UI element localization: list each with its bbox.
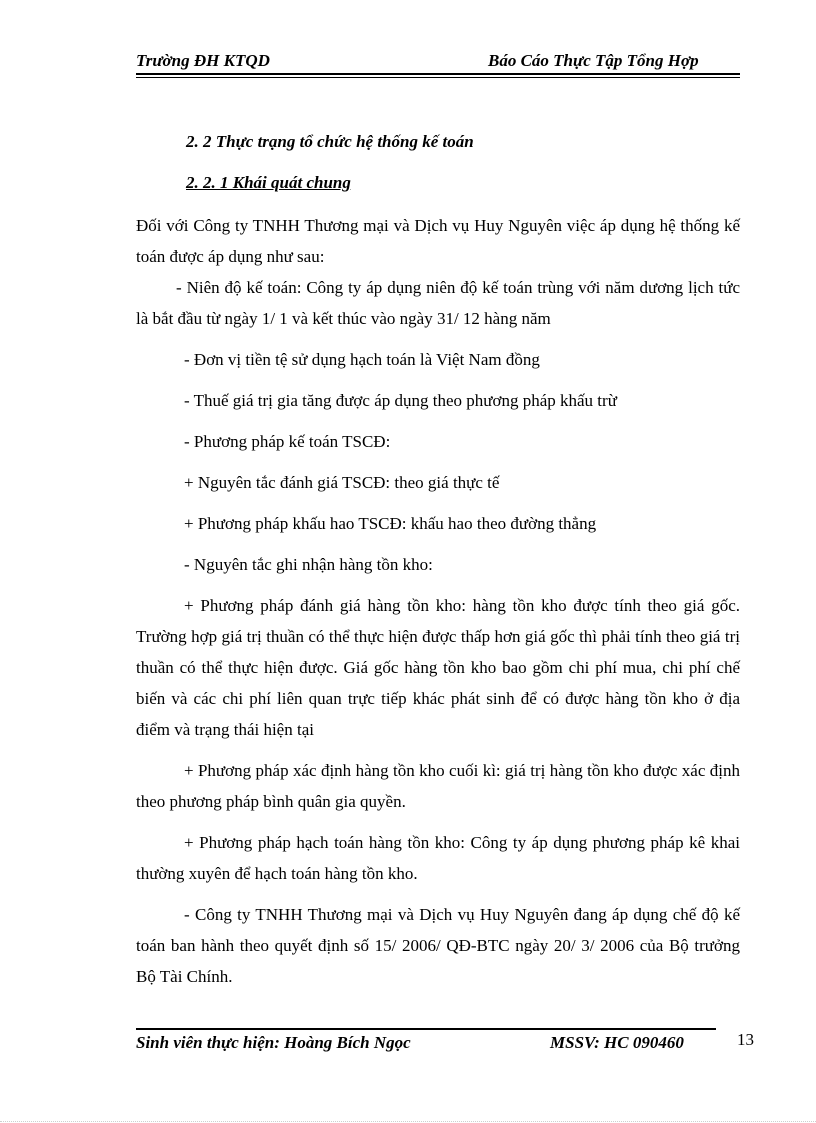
paragraph-inventory-valuation: + Phương pháp đánh giá hàng tồn kho: hàng tồn kho được tính theo giá gốc. Trường hợp giá trị thuần có thể thực hiện được thấp hơn giá gốc thì phải tính theo giá trị thuần có thể thực hiện được. Giá gốc hàng tồn kho bao gồm chi phí mua, chi phí chế biến và các chi phí liên quan trực tiếp khác phát sinh để có được hàng tồn kho ở địa điểm và trạng thái hiện tại: [136, 596, 740, 739]
paragraph-intro: Đối với Công ty TNHH Thương mại và Dịch vụ Huy Nguyên việc áp dụng hệ thống kế toán được áp dụng như sau:: [136, 216, 740, 266]
paragraph-vat: - Thuế giá trị gia tăng được áp dụng theo phương pháp khấu trừ: [184, 391, 617, 410]
paragraph-fiscal-year: - Niên độ kế toán: Công ty áp dụng niên độ kế toán trùng với năm dương lịch tức là bắt đầu từ ngày 1/ 1 và kết thúc vào ngày 31/ 12 hàng năm: [136, 278, 740, 328]
paragraph-inventory-closing: + Phương pháp xác định hàng tồn kho cuối kì: giá trị hàng tồn kho được xác định theo phương pháp bình quân gia quyền.: [136, 761, 740, 811]
document-body: [136, 210, 740, 992]
page-footer: [136, 1033, 716, 1055]
paragraph-inventory-accounting: + Phương pháp hạch toán hàng tồn kho: Công ty áp dụng phương pháp kê khai thường xuyên để hạch toán hàng tồn kho.: [136, 833, 740, 883]
paragraph-inventory-principle: - Nguyên tắc ghi nhận hàng tồn kho:: [184, 555, 433, 574]
page-edge: [0, 1121, 816, 1122]
header-rule: [136, 73, 740, 75]
paragraph-accounting-regime: - Công ty TNHH Thương mại và Dịch vụ Huy Nguyên đang áp dụng chế độ kế toán ban hành theo quyết định số 15/ 2006/ QĐ-BTC ngày 20/ 3/ 2006 của Bộ trưởng Bộ Tài Chính.: [136, 905, 740, 986]
paragraph-fixed-asset-valuation: + Nguyên tắc đánh giá TSCĐ: theo giá thực tế: [184, 473, 500, 492]
header-report-title: Báo Cáo Thực Tập Tổng Hợp: [488, 51, 699, 70]
page-number: 13: [737, 1030, 754, 1049]
footer-student-id: MSSV: HC 090460: [550, 1033, 684, 1052]
paragraph-fixed-asset-method: - Phương pháp kế toán TSCĐ:: [184, 432, 391, 451]
footer-rule: [136, 1028, 716, 1030]
footer-student: Sinh viên thực hiện: Hoàng Bích Ngọc: [136, 1033, 411, 1052]
paragraph-currency: - Đơn vị tiền tệ sử dụng hạch toán là Việt Nam đồng: [184, 350, 540, 369]
paragraph-depreciation: + Phương pháp khấu hao TSCĐ: khấu hao theo đường thẳng: [184, 514, 597, 533]
header-school: Trường ĐH KTQD: [136, 51, 270, 70]
section-subheading: 2. 2. 1 Khái quát chung: [186, 173, 351, 192]
section-heading: 2. 2 Thực trạng tổ chức hệ thống kế toán: [186, 132, 474, 151]
page-header: [136, 51, 740, 73]
header-rule-thin: [136, 77, 740, 78]
